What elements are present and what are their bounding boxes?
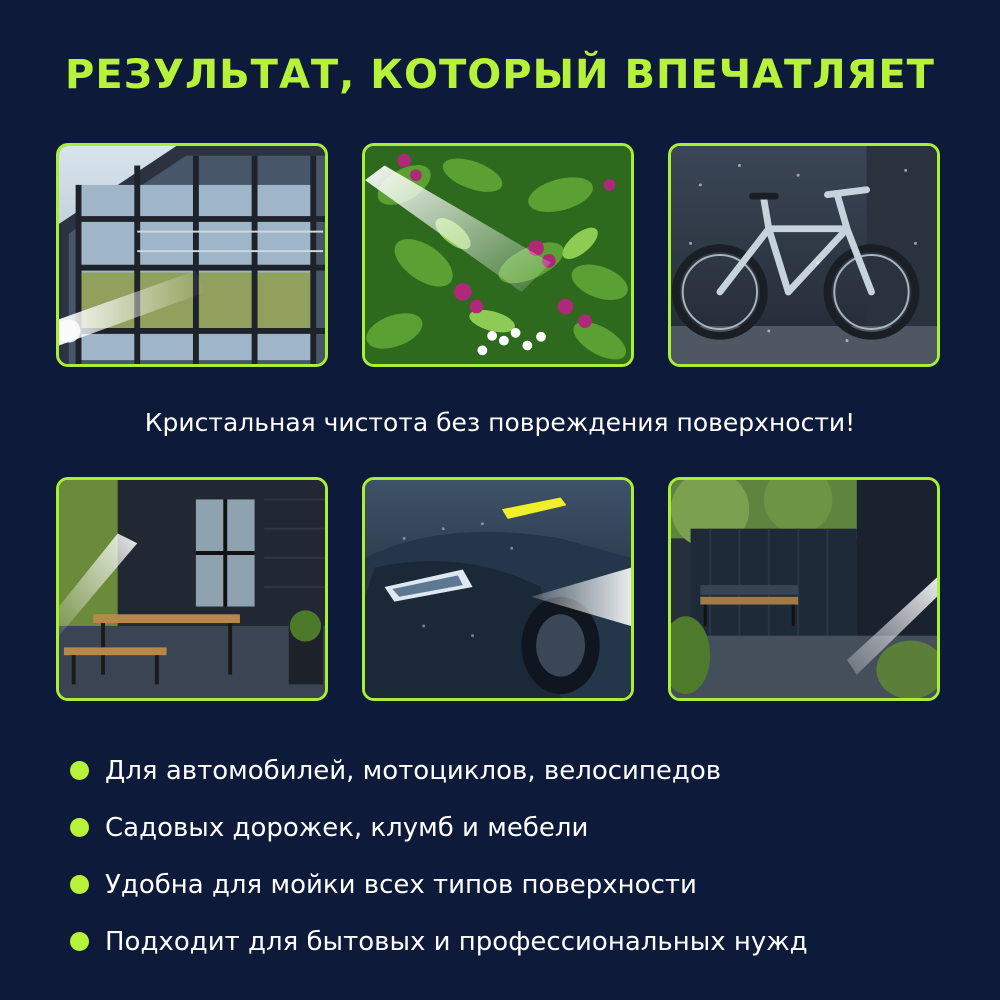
list-item: [70, 856, 808, 913]
subtitle: Кристальная чистота без повреждения поверхности!: [144, 408, 856, 437]
car-washing-photo: [362, 477, 634, 701]
list-item: [70, 799, 808, 856]
bicycle-washing-photo: [668, 143, 940, 367]
house-windows-washing-photo: [56, 143, 328, 367]
bullet-icon: [70, 875, 89, 894]
bullet-icon: [70, 818, 89, 837]
flowers-watering-photo: [362, 143, 634, 367]
garden-path-washing-photo: [668, 477, 940, 701]
feature-text: Садовых дорожек, клумб и мебели: [105, 812, 589, 843]
feature-text: Подходит для бытовых и профессиональных нужд: [105, 926, 808, 957]
bullet-icon: [70, 932, 89, 951]
feature-text: Для автомобилей, мотоциклов, велосипедов: [105, 755, 722, 786]
page-title: РЕЗУЛЬТАТ, КОТОРЫЙ ВПЕЧАТЛЯЕТ: [65, 52, 935, 98]
list-item: [70, 913, 808, 970]
patio-furniture-washing-photo: [56, 477, 328, 701]
list-item: [70, 742, 808, 799]
feature-list: [70, 742, 808, 970]
bullet-icon: [70, 761, 89, 780]
feature-text: Удобна для мойки всех типов поверхности: [105, 869, 697, 900]
